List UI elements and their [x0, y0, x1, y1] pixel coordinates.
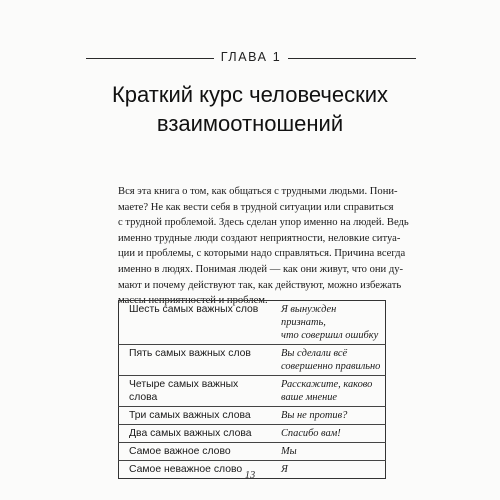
table-row: [119, 425, 386, 443]
paragraph-line: ции и проблемы, с которыми надо справляться. Причина всегда: [118, 248, 406, 260]
phrase-line: Вы не против?: [281, 410, 348, 421]
table-row: [119, 407, 386, 425]
paragraph-line: Вся эта книга о том, как общаться с трудными людьми. Пони-: [118, 186, 398, 197]
phrase-line: ваше мнение: [281, 392, 338, 403]
paragraph-line: именно в людях. Понимая людей — как они живут, что они ду-: [118, 263, 404, 275]
phrase-line: Я: [281, 464, 288, 475]
chapter-title-line-2: взаимоотношений: [156, 111, 344, 136]
phrase-line: Спасибо вам!: [281, 428, 341, 439]
row-phrase: [271, 345, 386, 376]
table-row: [119, 443, 386, 461]
phrase-line: Я вынужден признать,: [281, 304, 337, 328]
chapter-rule-left: [86, 58, 214, 59]
table-row: [119, 301, 386, 345]
chapter-label: ГЛАВА 1: [220, 50, 282, 64]
paragraph-line: с трудной проблемой. Здесь сделан упор именно на людей. Ведь: [118, 217, 409, 229]
row-label: Пять самых важных слов: [119, 345, 272, 376]
chapter-title: [60, 80, 440, 138]
phrase-line: Вы сделали всё: [281, 348, 348, 359]
phrase-line: Мы: [281, 446, 297, 457]
row-label: Четыре самых важных слова: [119, 376, 272, 407]
table-row: [119, 376, 386, 407]
paragraph-line: мают и почему действуют так, как действуют, можно избежать: [118, 279, 402, 291]
row-phrase: [271, 376, 386, 407]
paragraph-line: именно трудные люди создают неприятности, неловкие ситуа-: [118, 232, 401, 244]
row-phrase: [271, 425, 386, 443]
row-label: Три самых важных слова: [119, 407, 272, 425]
phrase-line: Расскажите, каково: [281, 379, 373, 390]
paragraph-line: маете? Не как вести себя в трудной ситуации или справиться: [118, 201, 394, 213]
row-label: Шесть самых важных слов: [129, 304, 259, 315]
row-phrase: [271, 443, 386, 461]
table-row: [119, 345, 386, 376]
chapter-rule-right: [288, 58, 416, 59]
phrase-line: что совершил ошибку: [281, 330, 379, 341]
row-label: Два самых важных слова: [119, 425, 272, 443]
chapter-title-line-1: Краткий курс человеческих: [111, 82, 388, 107]
row-label: Самое неважное слово: [119, 461, 272, 479]
paragraph-line: массы неприятностей и проблем.: [118, 295, 268, 307]
body-paragraph: [118, 184, 409, 309]
row-phrase: [271, 407, 386, 425]
phrase-line: совершенно правильно: [281, 361, 381, 372]
page-number: 13: [244, 470, 256, 481]
row-label: Самое важное слово: [119, 443, 272, 461]
row-phrase: [271, 301, 386, 345]
important-words-table: [118, 300, 386, 479]
